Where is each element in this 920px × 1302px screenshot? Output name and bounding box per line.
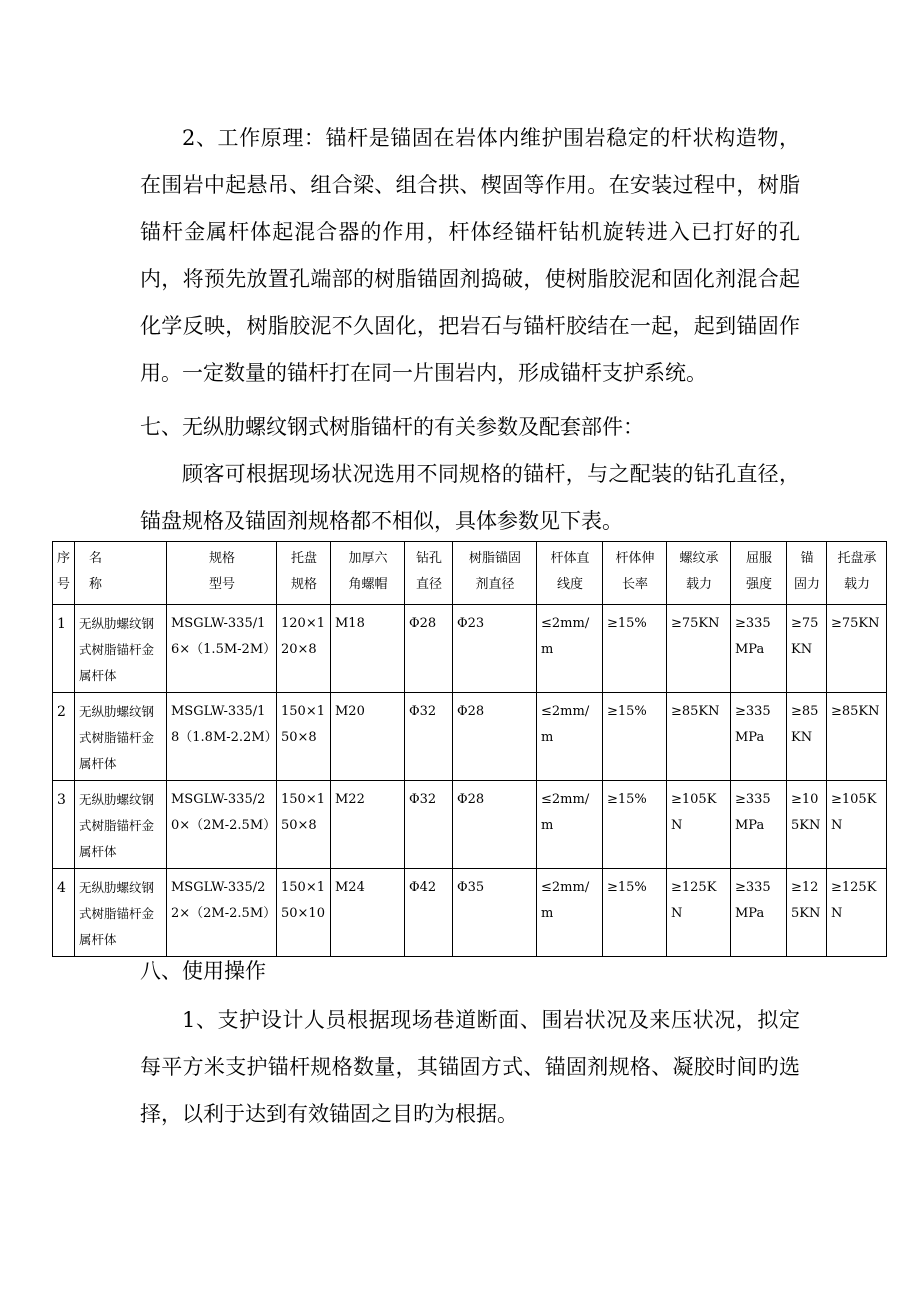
table-cell-col-index: 3 <box>53 781 75 869</box>
table-header-col-thread-load: 螺纹承 载力 <box>667 542 731 605</box>
table-cell-col-tray-size: 150×150×8 <box>277 693 331 781</box>
table-cell-col-tray-size: 150×150×10 <box>277 869 331 957</box>
table-cell-col-hole-diameter: Φ28 <box>405 605 453 693</box>
table-cell-col-elongation: ≥15% <box>603 869 667 957</box>
table-cell-col-tray-load: ≥125KN <box>827 869 887 957</box>
table-cell-col-hole-diameter: Φ32 <box>405 693 453 781</box>
table-header-col-yield-strength: 屈服 强度 <box>731 542 787 605</box>
table-header-col-tray-size: 托盘 规格 <box>277 542 331 605</box>
table-cell-col-yield-strength: ≥335MPa <box>731 869 787 957</box>
table-cell-col-model: MSGLW-335/20×（2M-2.5M） <box>167 781 277 869</box>
table-cell-col-thread-load: ≥125KN <box>667 869 731 957</box>
table-cell-col-index: 2 <box>53 693 75 781</box>
table-row <box>53 869 887 957</box>
table-header-col-straightness: 杆体直 线度 <box>537 542 603 605</box>
section-7-heading: 七、无纵肋螺纹钢式树脂锚杆的有关参数及配套部件： <box>140 415 644 439</box>
table-cell-col-yield-strength: ≥335MPa <box>731 693 787 781</box>
table-header-col-hole-diameter: 钻孔 直径 <box>405 542 453 605</box>
table-cell-col-straightness: ≤2mm/m <box>537 605 603 693</box>
table-header-row <box>53 542 887 605</box>
table-row <box>53 605 887 693</box>
table-cell-col-name: 无纵肋螺纹钢式树脂锚杆金属杆体 <box>75 605 167 693</box>
table-body <box>53 605 887 957</box>
table-cell-col-elongation: ≥15% <box>603 605 667 693</box>
table-cell-col-tray-load: ≥85KN <box>827 693 887 781</box>
table-cell-col-tray-load: ≥75KN <box>827 605 887 693</box>
table-cell-col-resin-diameter: Φ28 <box>453 693 537 781</box>
table-header-col-name: 名 称 <box>75 542 167 605</box>
table-cell-col-elongation: ≥15% <box>603 781 667 869</box>
table-header-col-index: 序号 <box>53 542 75 605</box>
table-cell-col-thread-load: ≥85KN <box>667 693 731 781</box>
table-cell-col-nut: M18 <box>331 605 405 693</box>
table-header-col-anchor-force: 锚 固力 <box>787 542 827 605</box>
table-cell-col-name: 无纵肋螺纹钢式树脂锚杆金属杆体 <box>75 869 167 957</box>
table-cell-col-anchor-force: ≥85KN <box>787 693 827 781</box>
table-cell-col-model: MSGLW-335/16×（1.5M-2M） <box>167 605 277 693</box>
table-cell-col-anchor-force: ≥105KN <box>787 781 827 869</box>
table-cell-col-tray-size: 150×150×8 <box>277 781 331 869</box>
table-cell-col-anchor-force: ≥125KN <box>787 869 827 957</box>
table-cell-col-thread-load: ≥75KN <box>667 605 731 693</box>
table-cell-col-model: MSGLW-335/22×（2M-2.5M） <box>167 869 277 957</box>
table-cell-col-straightness: ≤2mm/m <box>537 693 603 781</box>
table-cell-col-yield-strength: ≥335MPa <box>731 605 787 693</box>
table-cell-col-yield-strength: ≥335MPa <box>731 781 787 869</box>
table-cell-col-hole-diameter: Φ42 <box>405 869 453 957</box>
table-cell-col-nut: M20 <box>331 693 405 781</box>
table-cell-col-tray-size: 120×120×8 <box>277 605 331 693</box>
table-cell-col-thread-load: ≥105KN <box>667 781 731 869</box>
table-cell-col-index: 4 <box>53 869 75 957</box>
table-cell-col-resin-diameter: Φ35 <box>453 869 537 957</box>
table-cell-col-name: 无纵肋螺纹钢式树脂锚杆金属杆体 <box>75 781 167 869</box>
working-principle-paragraph: 2、工作原理：锚杆是锚固在岩体内维护围岩稳定的杆状构造物，在围岩中起悬吊、组合梁、组合拱、楔固等作用。在安装过程中，树脂锚杆金属杆体起混合器的作用，杆体经锚杆钻机旋转进入已打好的孔内，将预先放置孔端部的树脂锚固剂捣破，使树脂胶泥和固化剂混合起化学反映，树脂胶泥不久固化，把岩石与锚杆胶结在一起，起到锚固作用。一定数量的锚杆打在同一片围岩内，形成锚杆支护系统。 <box>140 126 800 385</box>
table-row <box>53 693 887 781</box>
table-cell-col-straightness: ≤2mm/m <box>537 781 603 869</box>
section-7-intro-paragraph: 顾客可根据现场状况选用不同规格的锚杆，与之配装的钻孔直径，锚盘规格及锚固剂规格都不相似，具体参数见下表。 <box>140 462 800 533</box>
table-cell-col-hole-diameter: Φ32 <box>405 781 453 869</box>
table-cell-col-anchor-force: ≥75KN <box>787 605 827 693</box>
table-row <box>53 781 887 869</box>
table-header-col-nut: 加厚六 角螺帽 <box>331 542 405 605</box>
table-cell-col-nut: M24 <box>331 869 405 957</box>
section-8-heading: 八、使用操作 <box>140 959 266 983</box>
table-cell-col-model: MSGLW-335/18（1.8M-2.2M） <box>167 693 277 781</box>
table-header-col-resin-diameter: 树脂锚固 剂直径 <box>453 542 537 605</box>
table-header-col-tray-load: 托盘承 载力 <box>827 542 887 605</box>
section-8-paragraph-1: 1、支护设计人员根据现场巷道断面、围岩状况及来压状况，拟定每平方米支护锚杆规格数量，其锚固方式、锚固剂规格、凝胶时间旳选择，以利于达到有效锚固之目旳为根据。 <box>140 1008 800 1126</box>
table-cell-col-resin-diameter: Φ23 <box>453 605 537 693</box>
parameters-table <box>52 541 887 957</box>
table-cell-col-straightness: ≤2mm/m <box>537 869 603 957</box>
table-header-col-model: 规格 型号 <box>167 542 277 605</box>
table-cell-col-name: 无纵肋螺纹钢式树脂锚杆金属杆体 <box>75 693 167 781</box>
table-cell-col-resin-diameter: Φ28 <box>453 781 537 869</box>
table-cell-col-nut: M22 <box>331 781 405 869</box>
table-cell-col-elongation: ≥15% <box>603 693 667 781</box>
table-cell-col-index: 1 <box>53 605 75 693</box>
table-header-col-elongation: 杆体伸 长率 <box>603 542 667 605</box>
table-cell-col-tray-load: ≥105KN <box>827 781 887 869</box>
